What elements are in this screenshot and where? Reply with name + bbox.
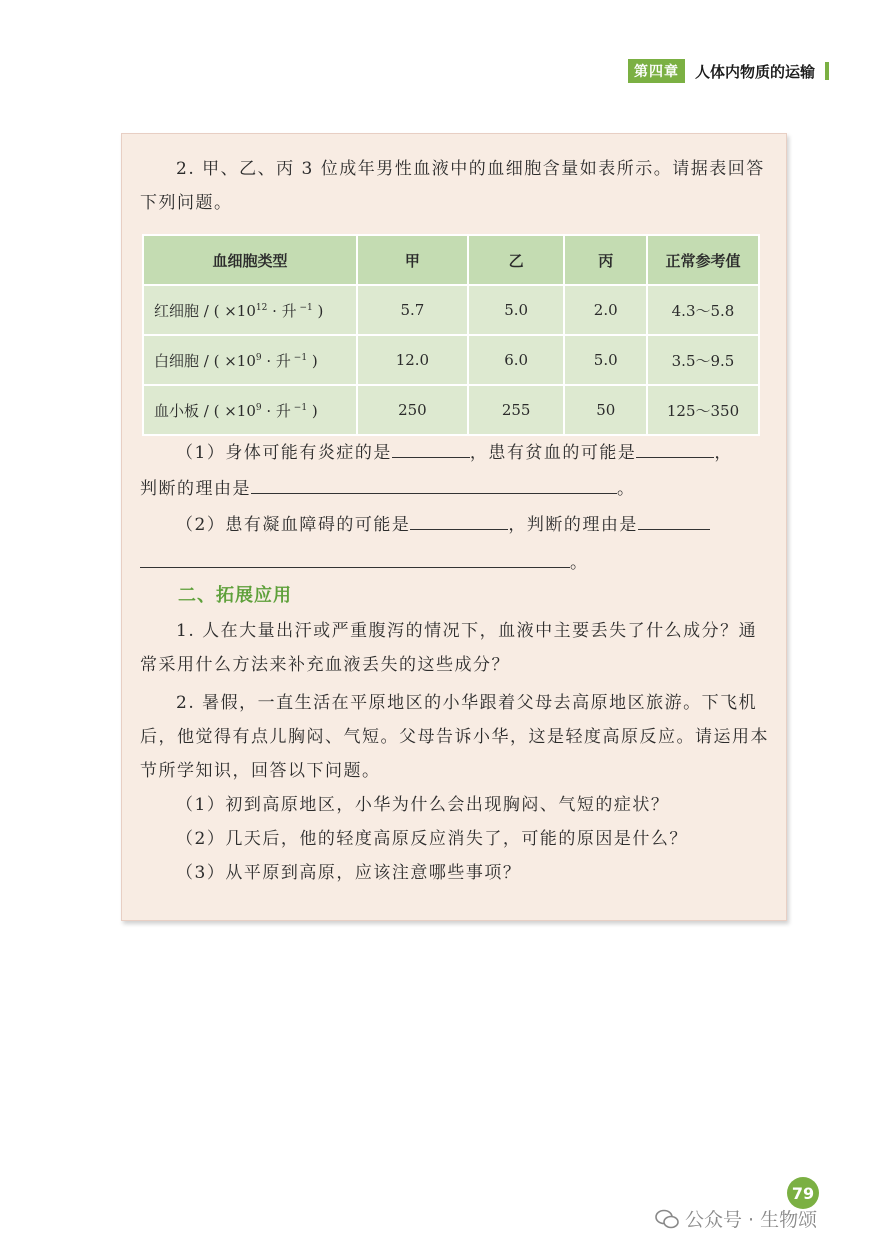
watermark: [655, 1205, 817, 1232]
answer-blank[interactable]: [410, 509, 508, 530]
answer-blank[interactable]: [140, 547, 570, 568]
extension-sub-2: （2）几天后，他的轻度高原反应消失了，可能的原因是什么？: [176, 829, 688, 849]
answer-blank[interactable]: [392, 437, 470, 458]
wechat-icon: [655, 1209, 679, 1229]
answer-blank[interactable]: [636, 437, 714, 458]
table-header-cell: 丙: [564, 235, 647, 285]
extension-sub-1: （1）初到高原地区，小华为什么会出现胸闷、气短的症状？: [176, 795, 670, 815]
table-cell: 6.0: [468, 335, 565, 385]
extension-question-2: 2. 暑假，一直生活在平原地区的小华跟着父母去高原地区旅游。下飞机后，他觉得有点儿胸闷、气短。父母告诉小华，这是轻度高原反应。请运用本节所学知识，回答以下问题。: [140, 693, 769, 781]
exercise-box: [121, 133, 787, 921]
table-row: [143, 335, 759, 385]
header-accent-bar: [825, 62, 829, 80]
answer-blank[interactable]: [251, 473, 617, 494]
row-label: 红细胞 / ( $\times 10^{12}$ · 升 $^{-1}$ ): [143, 285, 357, 335]
chapter-header: [628, 59, 829, 83]
table-cell: 3.5～9.5: [647, 335, 759, 385]
row-label: 血小板 / ( $\times 10^9$ · 升 $^{-1}$ ): [143, 385, 357, 435]
table-cell: 4.3～5.8: [647, 285, 759, 335]
sub-question-1-reason: 判断的理由是 。: [140, 472, 770, 506]
table-cell: 125～350: [647, 385, 759, 435]
sub-question-2: （2）患有凝血障碍的可能是 ，判断的理由是: [140, 508, 770, 542]
chapter-badge: 第四章: [628, 59, 685, 83]
page-number: 79: [787, 1177, 819, 1209]
table-header-cell: 正常参考值: [647, 235, 759, 285]
table-cell: 5.0: [564, 335, 647, 385]
extension-sub-3: （3）从平原到高原，应该注意哪些事项？: [176, 863, 522, 883]
sub-question-1: （1）身体可能有炎症的是 ，患有贫血的可能是 ，: [140, 436, 770, 470]
table-row: [143, 285, 759, 335]
section-title: 二、拓展应用: [178, 585, 292, 606]
sub-question-2-cont: 。: [140, 546, 770, 580]
table-cell: 12.0: [357, 335, 468, 385]
table-cell: 5.7: [357, 285, 468, 335]
answer-blank[interactable]: [638, 509, 710, 530]
table-row: [143, 385, 759, 435]
extension-question-1: 1. 人在大量出汗或严重腹泻的情况下，血液中主要丢失了什么成分？通常采用什么方法来补充血液丢失的这些成分？: [140, 621, 758, 675]
table-header-cell: 乙: [468, 235, 565, 285]
question-2-intro: 2. 甲、乙、丙 3 位成年男性血液中的血细胞含量如表所示。请据表回答下列问题。: [140, 159, 765, 213]
table-cell: 255: [468, 385, 565, 435]
table-header-row: [143, 235, 759, 285]
table-header-cell: 甲: [357, 235, 468, 285]
table-cell: 2.0: [564, 285, 647, 335]
watermark-text: 公众号 · 生物颂: [685, 1209, 818, 1231]
table-cell: 5.0: [468, 285, 565, 335]
table-cell: 250: [357, 385, 468, 435]
row-label: 白细胞 / ( $\times 10^9$ · 升 $^{-1}$ ): [143, 335, 357, 385]
chapter-title: 人体内物质的运输: [694, 62, 815, 81]
table-cell: 50: [564, 385, 647, 435]
table-header-cell: 血细胞类型: [143, 235, 357, 285]
blood-cell-table: [142, 234, 760, 436]
